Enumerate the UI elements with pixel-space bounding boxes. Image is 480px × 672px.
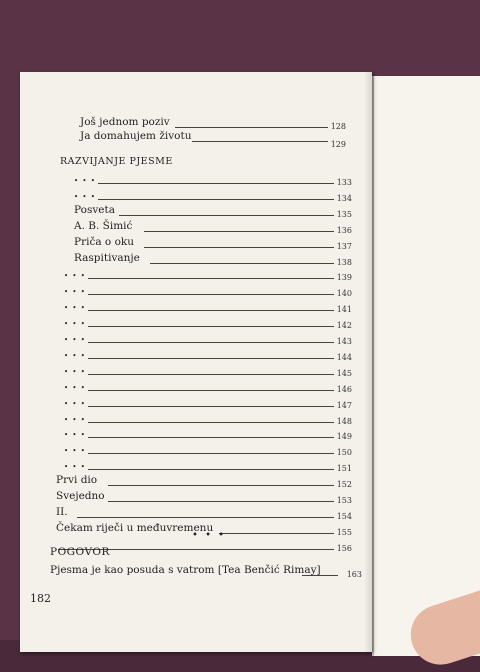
toc-page-number: 138	[336, 257, 352, 267]
toc-page-number: 147	[336, 400, 352, 410]
toc-entry	[64, 315, 360, 329]
toc-entry-label: Još jednom poziv	[80, 116, 170, 128]
toc-leader	[219, 533, 334, 534]
toc-page-number: 156	[336, 543, 352, 553]
toc-leader	[88, 326, 334, 327]
pogovor-entry	[50, 564, 362, 578]
toc-leader	[88, 278, 334, 279]
toc-entry	[80, 116, 360, 130]
toc-entry-label: Svejedno	[56, 490, 105, 502]
toc-entry	[64, 426, 360, 440]
toc-leader	[88, 342, 334, 343]
toc-page-number: 154	[336, 511, 352, 521]
toc-entry	[64, 347, 360, 361]
toc-leader	[77, 517, 334, 518]
toc-entry	[64, 379, 360, 393]
toc-entry	[64, 363, 360, 377]
toc-entry	[56, 490, 360, 504]
toc-entry-label: Posveta	[74, 203, 115, 216]
toc-page-number: 142	[336, 321, 352, 331]
toc-entry	[64, 395, 360, 409]
book-gutter	[364, 72, 374, 652]
toc-entry	[56, 506, 360, 520]
toc-page-number: 140	[336, 289, 352, 299]
toc-page-number: 149	[336, 432, 352, 442]
toc-leader	[144, 247, 334, 248]
pogovor-heading: POGOVOR	[50, 546, 110, 558]
toc-leader	[302, 575, 338, 576]
toc-page-number: 153	[336, 496, 352, 505]
left-page	[20, 72, 372, 652]
toc-entry-label: Priča o oku	[74, 235, 135, 248]
toc-leader	[88, 406, 334, 407]
toc-entry	[74, 252, 360, 266]
toc-entry-label: • • •	[64, 415, 86, 424]
toc-page-number: 135	[336, 209, 352, 219]
toc-page-number: 146	[336, 384, 352, 394]
toc-entry-label: • • •	[74, 177, 96, 185]
toc-page-number: 155	[336, 527, 352, 537]
table-of-contents	[20, 72, 372, 652]
toc-entry-label: • • •	[64, 431, 86, 440]
toc-leader	[144, 231, 334, 232]
toc-leader	[88, 374, 334, 375]
toc-entry-label: • • •	[64, 336, 86, 344]
separator-dots: • • •	[192, 530, 227, 541]
toc-page-number: 129	[330, 140, 346, 149]
toc-page-number: 139	[336, 273, 352, 283]
toc-page-number: 143	[336, 337, 352, 346]
toc-entry	[64, 411, 360, 425]
toc-leader	[88, 310, 334, 311]
toc-page-number: 145	[336, 368, 352, 378]
toc-page-number: 141	[336, 305, 352, 315]
toc-page-number: 148	[336, 416, 352, 426]
toc-leader	[108, 485, 334, 486]
toc-entry	[74, 188, 360, 202]
toc-entry	[74, 204, 360, 218]
toc-leader	[88, 358, 334, 359]
toc-entry-label: II.	[56, 505, 68, 518]
toc-entry-label: • • •	[64, 367, 86, 376]
toc-entry-label: • • •	[64, 351, 86, 360]
toc-entry	[64, 442, 360, 456]
toc-page-number: 150	[336, 448, 352, 458]
toc-entry-label: • • •	[64, 288, 86, 297]
toc-entry-label: A. B. Šimić	[74, 219, 133, 232]
toc-leader	[98, 199, 334, 200]
toc-entry	[64, 331, 360, 345]
toc-page-number: 128	[330, 122, 346, 131]
toc-entry	[80, 130, 360, 149]
toc-entry-label: • • •	[74, 192, 96, 201]
toc-page-number: 152	[336, 480, 352, 490]
toc-page-number: 136	[336, 225, 352, 235]
toc-leader	[150, 263, 334, 264]
toc-entry-label: Ja domahujem životu	[80, 130, 192, 142]
toc-page-number: 151	[336, 464, 352, 474]
toc-entry	[64, 299, 360, 313]
toc-page-number: 163	[346, 570, 362, 579]
toc-entry	[74, 220, 360, 234]
toc-page-number: 144	[336, 352, 352, 362]
toc-entry	[64, 267, 360, 281]
page-number: 182	[30, 592, 51, 605]
section-heading: RAZVIJANJE PJESME	[60, 156, 173, 167]
toc-leader	[175, 127, 328, 128]
toc-leader	[88, 437, 334, 438]
toc-entry-label: Pjesma je kao posuda s vatrom [Tea Benčić Rimay]	[50, 564, 321, 576]
toc-entry-label: • • •	[64, 320, 86, 329]
toc-entry-label: • • •	[64, 463, 86, 472]
toc-entry	[74, 236, 360, 250]
toc-leader	[108, 501, 334, 502]
toc-entry-label: • • •	[64, 383, 86, 392]
toc-leader	[119, 215, 334, 216]
toc-entry-label: • • •	[64, 399, 86, 408]
toc-page-number: 133	[336, 178, 352, 187]
toc-leader	[88, 453, 334, 454]
toc-entry-label: • • •	[64, 272, 86, 281]
toc-leader	[88, 422, 334, 423]
toc-page-number: 137	[336, 241, 352, 251]
toc-entry-label: • • •	[64, 447, 86, 456]
toc-page-number: 134	[336, 193, 352, 203]
toc-leader	[192, 141, 328, 142]
right-page	[372, 76, 480, 656]
toc-entry-label: Prvi dio	[56, 474, 98, 487]
toc-leader	[88, 294, 334, 295]
toc-entry-label: Raspitivanje	[74, 251, 140, 264]
toc-entry	[64, 283, 360, 297]
toc-entry-label: Čekam riječi u međuvremenu	[56, 521, 214, 534]
toc-leader	[88, 469, 334, 470]
toc-leader	[98, 183, 334, 184]
toc-entry	[74, 172, 360, 186]
toc-entry	[56, 474, 360, 488]
toc-entry	[64, 458, 360, 472]
toc-entry-label: • • •	[64, 304, 86, 313]
toc-leader	[88, 390, 334, 391]
